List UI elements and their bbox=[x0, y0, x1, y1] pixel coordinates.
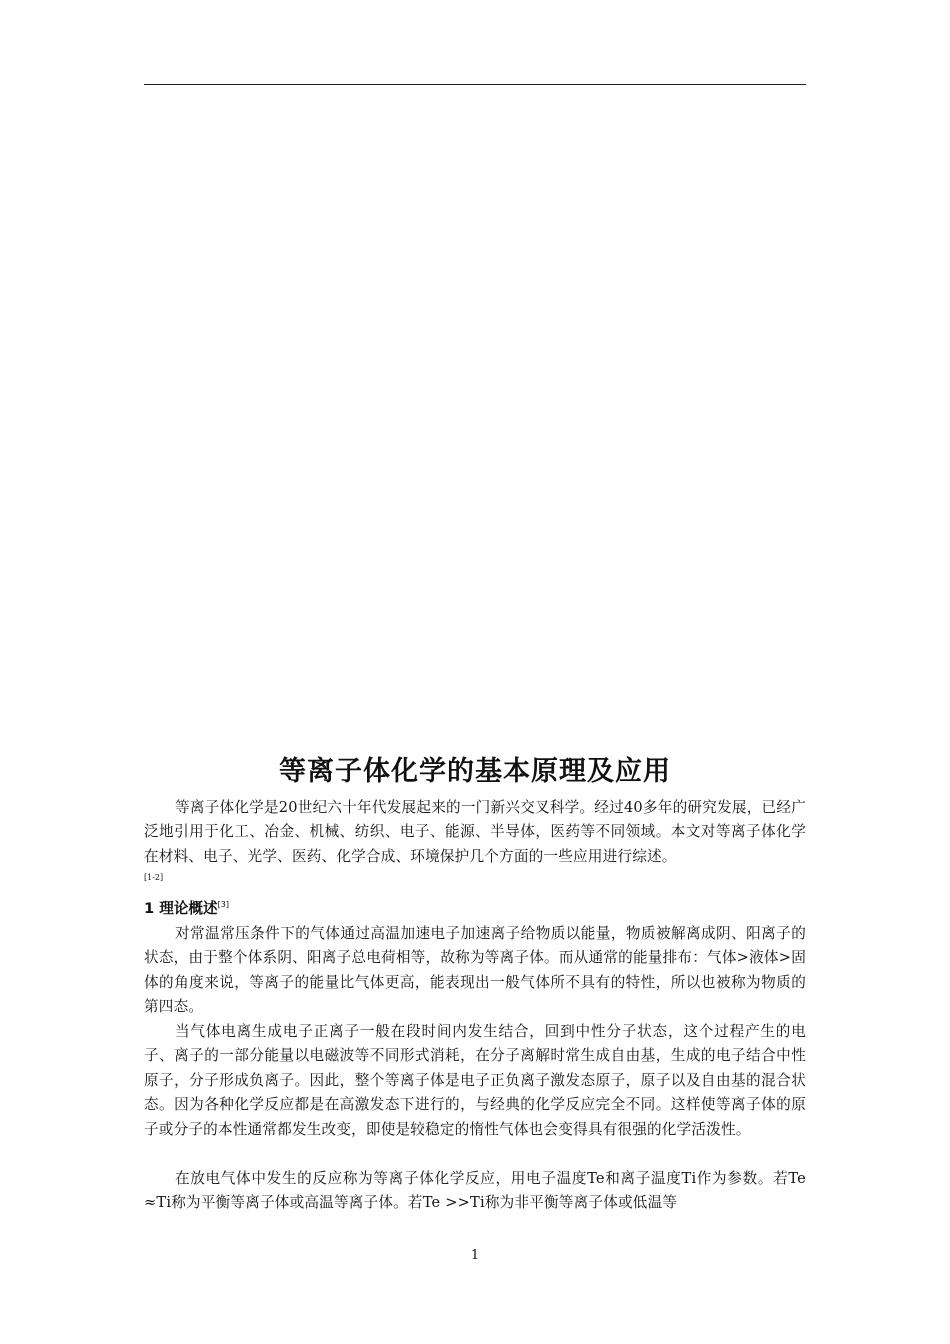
abstract-citation: [1-2] bbox=[144, 873, 164, 882]
body-paragraph-3: 在放电气体中发生的反应称为等离子体化学反应，用电子温度Te和离子温度Ti作为参数。若Te ≈Ti称为平衡等离子体或高温等离子体。若Te >>Ti称为非平衡等离子体或低温等 bbox=[144, 1170, 806, 1212]
body-paragraph-2: 当气体电离生成电子正离子一般在段时间内发生结合，回到中性分子状态，这个过程产生的电子、离子的一部分能量以电磁波等不同形式消耗，在分子离解时常生成自由基，生成的电子结合中性原子，分子形成负离子。因此，整个等离子体是电子正负离子激发态原子，原子以及自由基的混合状态。因为各种化学反应都是在高激发态下进行的，与经典的化学反应完全不同。这样使等离子体的原子或分子的本性通常都发生改变，即使是较稳定的惰性气体也会变得具有很强的化学活泼性。 bbox=[144, 1023, 806, 1138]
body-paragraph-1: 对常温常压条件下的气体通过高温加速电子加速离子给物质以能量，物质被解离成阴、阳离子的状态，由于整个体系阴、阳离子总电荷相等，故称为等离子体。而从通常的能量排布：气体>液体>固体的角度来说，等离子的能量比气体更高，能表现出一般气体所不具有的特性，所以也被称为物质的第四态。 bbox=[144, 925, 806, 1016]
document-title: 等离子体化学的基本原理及应用 bbox=[279, 756, 671, 787]
section-heading-text: 1 理论概述 bbox=[144, 900, 218, 917]
page-number: 1 bbox=[470, 1248, 480, 1263]
section-heading-citation: [3] bbox=[217, 900, 229, 910]
header-rule bbox=[144, 84, 806, 85]
abstract-paragraph: 等离子体化学是20世纪六十年代发展起来的一门新兴交叉科学。经过40多年的研究发展，已经广泛地引用于化工、冶金、机械、纺织、电子、能源、半导体，医药等不同领域。本文对等离子体化学在材料、电子、光学、医药、化学合成、环境保护几个方面的一些应用进行综述。 bbox=[144, 799, 806, 865]
section-heading bbox=[144, 897, 229, 918]
